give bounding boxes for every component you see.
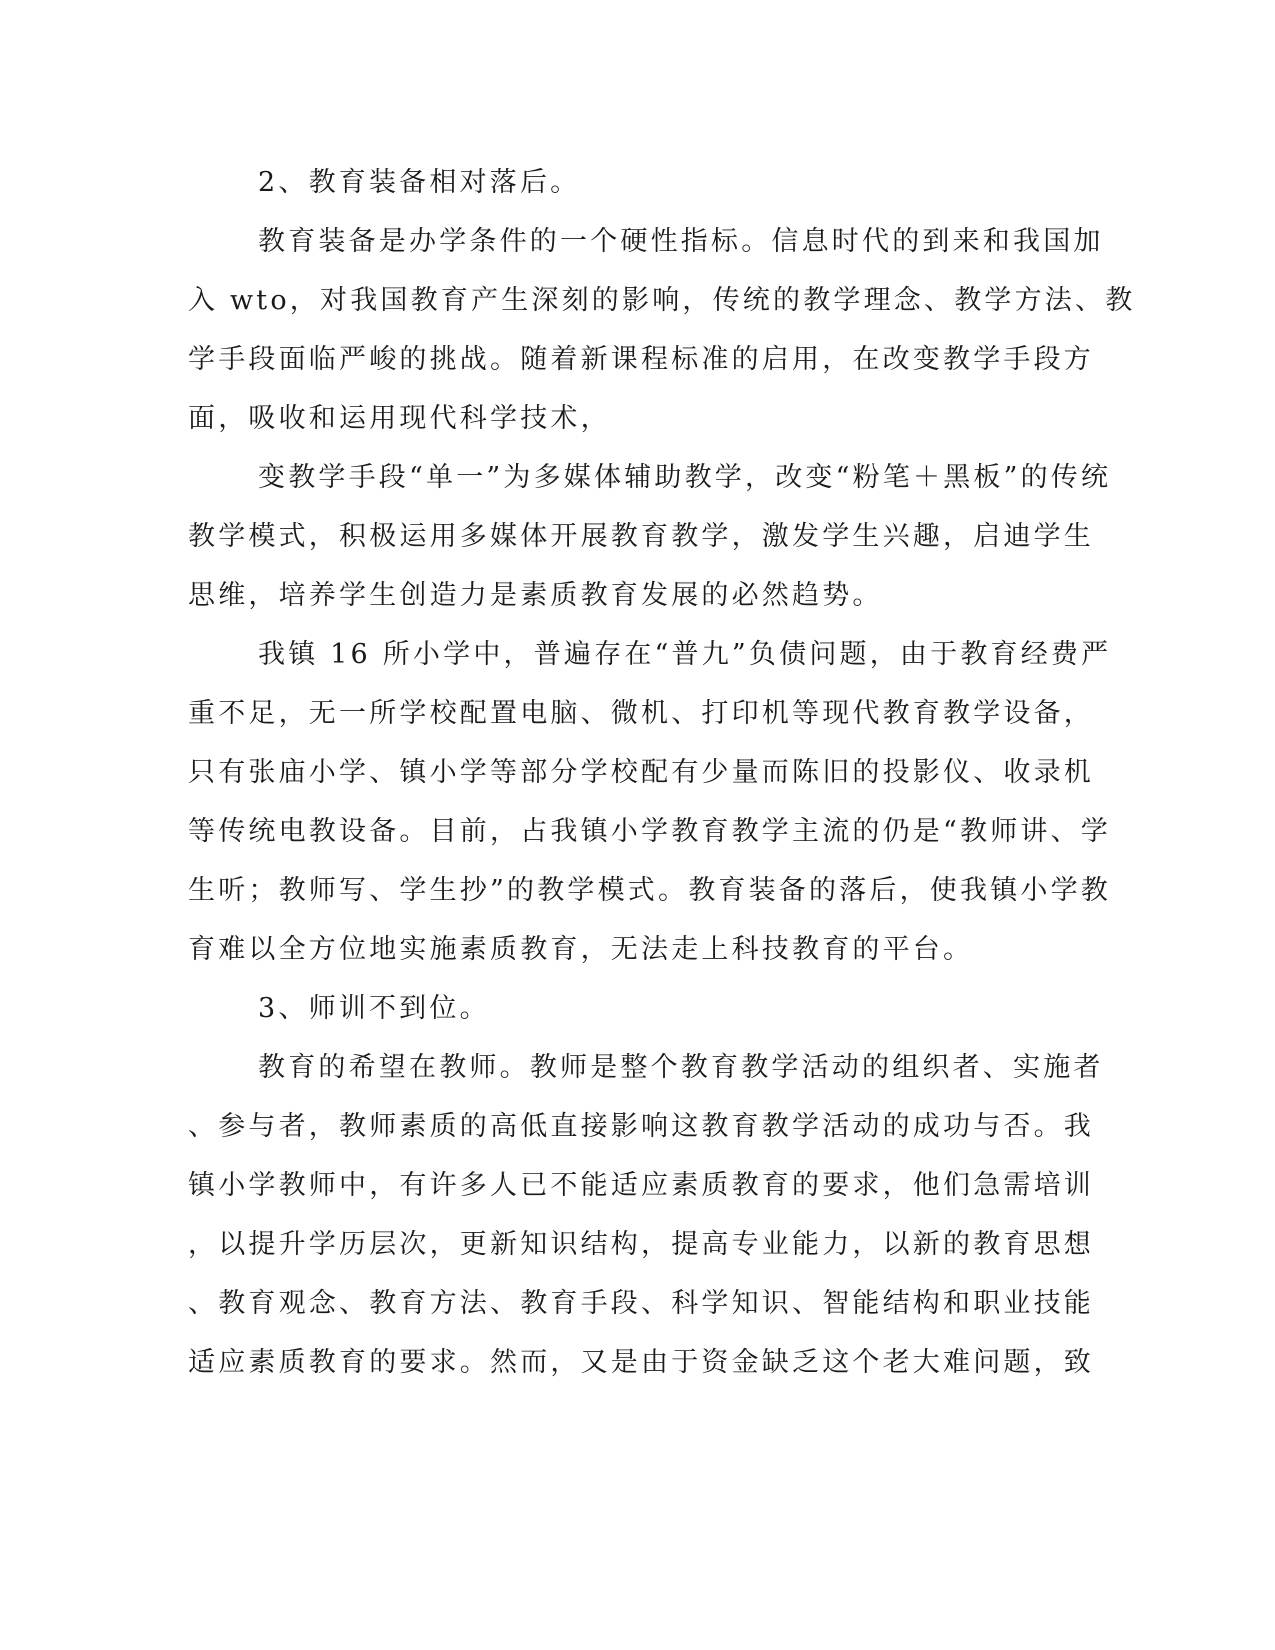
paragraph-line: 我镇 16 所小学中，普遍存在“普九”负债问题，由于教育经费严 xyxy=(258,639,1112,670)
paragraph-line: 镇小学教师中，有许多人已不能适应素质教育的要求，他们急需培训 xyxy=(188,1170,1094,1201)
paragraph-line: 重不足，无一所学校配置电脑、微机、打印机等现代教育教学设备， xyxy=(188,698,1094,729)
paragraph-line: 入 wto，对我国教育产生深刻的影响，传统的教学理念、教学方法、教 xyxy=(188,285,1136,316)
paragraph-line: 、参与者，教师素质的高低直接影响这教育教学活动的成功与否。我 xyxy=(188,1111,1094,1142)
section-heading-equipment: 2、教育装备相对落后。 xyxy=(258,167,581,198)
paragraph-line: 育难以全方位地实施素质教育，无法走上科技教育的平台。 xyxy=(188,934,974,965)
paragraph-line: 学手段面临严峻的挑战。随着新课程标准的启用，在改变教学手段方 xyxy=(188,344,1094,375)
paragraph-line: 思维，培养学生创造力是素质教育发展的必然趋势。 xyxy=(188,580,883,611)
paragraph-line: ，以提升学历层次，更新知识结构，提高专业能力，以新的教育思想 xyxy=(188,1229,1094,1260)
paragraph-line: 等传统电教设备。目前，占我镇小学教育教学主流的仍是“教师讲、学 xyxy=(188,816,1112,847)
paragraph-line: 教育的希望在教师。教师是整个教育教学活动的组织者、实施者 xyxy=(258,1052,1104,1083)
paragraph-line: 只有张庙小学、镇小学等部分学校配有少量而陈旧的投影仪、收录机 xyxy=(188,757,1094,788)
paragraph-line: 教学模式，积极运用多媒体开展教育教学，激发学生兴趣，启迪学生 xyxy=(188,521,1094,552)
paragraph-line: 面，吸收和运用现代科学技术， xyxy=(188,403,611,434)
paragraph-line: 变教学手段“单一”为多媒体辅助教学，改变“粉笔＋黑板”的传统 xyxy=(258,462,1112,493)
paragraph-line: 生听；教师写、学生抄”的教学模式。教育装备的落后，使我镇小学教 xyxy=(188,875,1112,906)
paragraph-line: 教育装备是办学条件的一个硬性指标。信息时代的到来和我国加 xyxy=(258,226,1104,257)
paragraph-line: 、教育观念、教育方法、教育手段、科学知识、智能结构和职业技能 xyxy=(188,1288,1094,1319)
paragraph-line: 适应素质教育的要求。然而，又是由于资金缺乏这个老大难问题，致 xyxy=(188,1347,1094,1378)
section-heading-teacher-training: 3、师训不到位。 xyxy=(258,993,490,1024)
